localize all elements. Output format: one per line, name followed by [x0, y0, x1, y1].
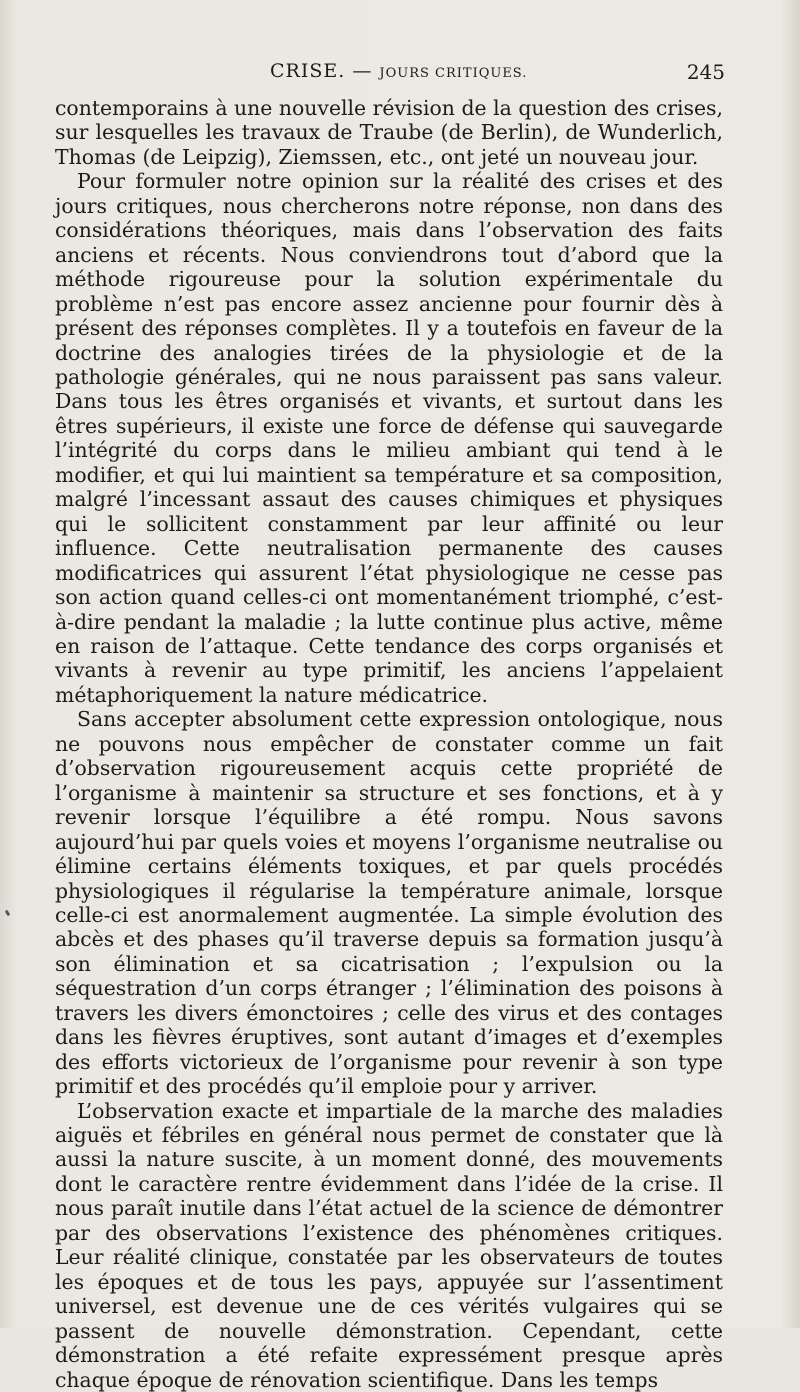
margin-speck: [5, 910, 11, 917]
paragraph: Sans accepter absolument cette expression ontologique, nous ne pouvons nous empêcher de constater comme un fait d’observation rigoureusement acquis cette propriété de l’organisme à maintenir sa structure et ses fonctions, et à y revenir lorsque l’équilibre a été rompu. Nous savons aujourd’hui par quels voies et moyens l’organisme neutralise ou élimine certains éléments toxiques, et par quels procédés physiologiques il régularise la température animale, lorsque celle-ci est anormalement augmentée. La simple évolution des abcès et des phases qu’il traverse depuis sa formation jusqu’à son élimination et sa cicatrisation ; l’expulsion ou la séquestration d’un corps étranger ; l’élimination des poisons à travers les divers émonctoires ; celle des virus et des contages dans les fièvres éruptives, sont autant d’images et d’exemples des efforts victorieux de l’organisme pour revenir à son type primitif et des procédés qu’il emploie pour y arriver.: [55, 707, 723, 1099]
paragraph: L’observation exacte et impartiale de la marche des maladies aiguës et fébriles en général nous permet de constater que là aussi la nature suscite, à un moment donné, des mouvements dont le caractère rentre évidemment dans l’idée de la crise. Il nous paraît inutile dans l’état actuel de la science de démontrer par des observations l’existence des phénomènes critiques. Leur réalité clinique, constatée par les observateurs de toutes les époques et de tous les pays, appuyée sur l’assentiment universel, est devenue une de ces vérités vulgaires qui se passent de nouvelle démonstration. Cependant, cette démonstration a été refaite expressément presque après chaque époque de rénovation scientifique. Dans les temps: [55, 1098, 723, 1392]
running-head-subtitle: JOURS CRITIQUES.: [379, 66, 528, 81]
page-header: [55, 60, 725, 92]
paragraph: Pour formuler notre opinion sur la réalité des crises et des jours critiques, nous chercherons notre réponse, non dans des considérations théoriques, mais dans l’observation des faits anciens et récents. Nous conviendrons tout d’abord que la méthode rigoureuse pour la solution expérimentale du problème n’est pas encore assez ancienne pour fournir dès à présent des réponses complètes. Il y a toutefois en faveur de la doctrine des analogies tirées de la physiologie et de la pathologie générales, qui ne nous paraissent pas sans valeur. Dans tous les êtres organisés et vivants, et surtout dans les êtres supérieurs, il existe une force de défense qui sauvegarde l’intégrité du corps dans le milieu ambiant qui tend à le modifier, et qui lui maintient sa température et sa composition, malgré l’incessant assaut des causes chimiques et physiques qui le sollicitent constamment par leur affinité ou leur influence. Cette neutralisation permanente des causes modificatrices qui assurent l’état physiologique ne cesse pas son action quand celles-ci ont momentanément triomphé, c’est-à-dire pendant la maladie ; la lutte continue plus active, même en raison de l’attaque. Cette tendance des corps organisés et vivants à revenir au type primitif, les anciens l’appelaient métaphoriquement la nature médicatrice.: [55, 169, 723, 707]
page-number: 245: [686, 60, 725, 84]
body-text: [55, 96, 723, 1392]
paragraph-continued: contemporains à une nouvelle révision de la question des crises, sur lesquelles les travaux de Traube (de Berlin), de Wunderlich, Thomas (de Leipzig), Ziemssen, etc., ont jeté un nouveau jour.: [55, 96, 723, 169]
running-head: [270, 60, 527, 82]
running-head-title: CRISE.: [270, 60, 346, 82]
running-head-dash: —: [352, 60, 373, 82]
